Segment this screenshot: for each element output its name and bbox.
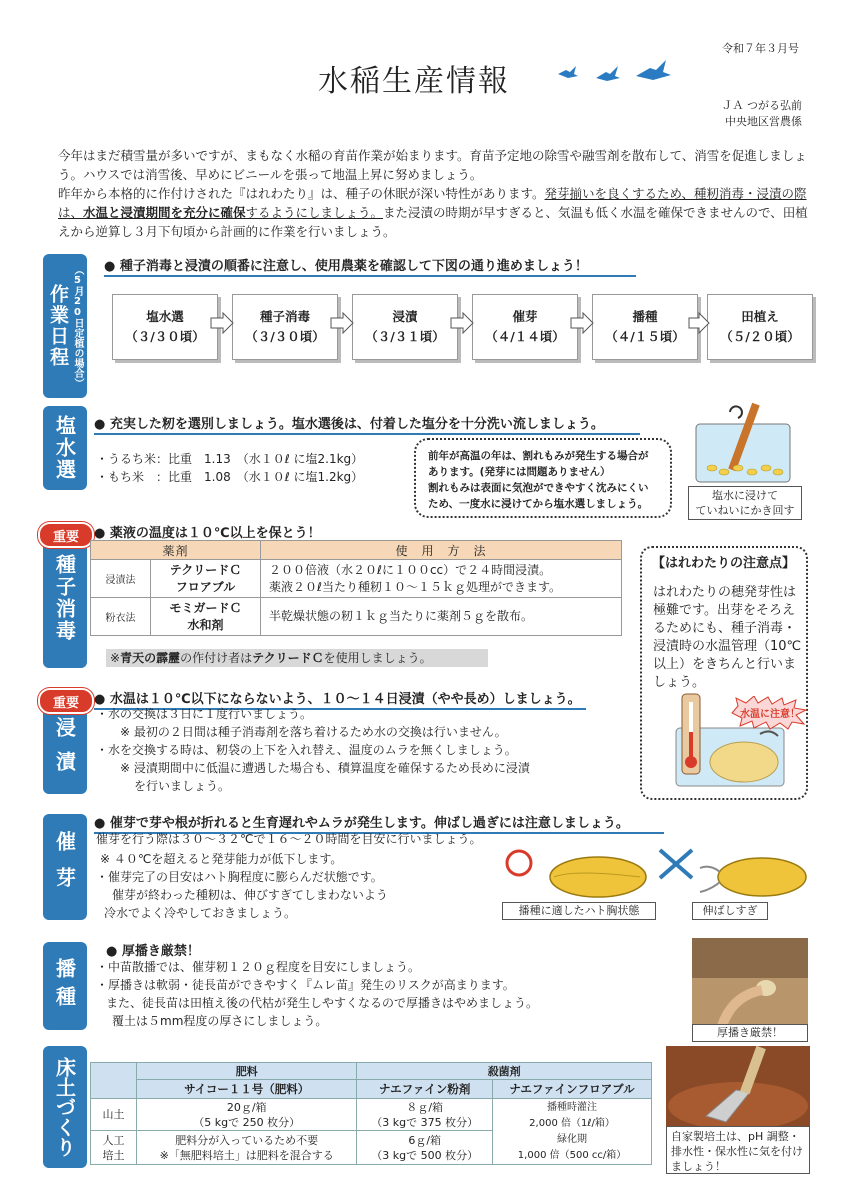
col-method: 使 用 方 法 (261, 541, 622, 560)
table-row: 粉衣法 モミガードＣ 水和剤 半乾燥状態の籾１ｋｇ当たりに薬剤５ｇを散布。 (91, 598, 622, 636)
col-drug: 薬剤 (91, 541, 261, 560)
cracked-rice-note: 前年が高温の年は、割れもみが発生する場合があります。(発芽には問題ありません） 割れもみは表面に気泡ができやすく沈みにくいため、一度水に浸けてから塩水選しましょう。 (414, 438, 672, 518)
flow-step-shinseki: 浸漬 （３/３１頃） (352, 294, 458, 360)
sowing-photo (692, 938, 808, 1026)
flow-arrow-icon (210, 312, 234, 334)
flow-step-saiga: 催芽 （４/１４頃） (472, 294, 578, 360)
schedule-heading: ● 種子消毒と浸漬の順番に注意し、使用農薬を確認して下図の通り進めましょう！ (104, 255, 636, 277)
flow-arrow-icon (450, 312, 474, 334)
hashu-line: 覆土は５mm程度の厚さにしましょう。 (112, 1014, 328, 1028)
bird-illustration-icon (556, 58, 676, 92)
harewatari-text: はれわたりの穂発芽性は極難です。出芽をそろえるためにも、種子消毒・浸漬時の水温管理（10℃以上）をきちんと行いましょう。 (653, 585, 802, 690)
flow-arrow-icon (688, 312, 710, 334)
section-label-tokotsuchi: 床土づくり (43, 1046, 87, 1168)
table-row: 山土 20ｇ/箱 （5 kgで 250 枚分） ８ｇ/箱 （3 kgで 375 枚分） 播種時灌注 2,000 倍（1ℓ/箱） 緑化期 1,000 倍（500 cc/箱） (91, 1099, 652, 1131)
flow-step-hashu: 播種 （４/１５頃） (592, 294, 698, 360)
pigeon-breast-seed-icon (544, 852, 650, 902)
page-title: 水稲生産情報 (318, 64, 510, 99)
saiga-line: 催芽を行う際は３０～３２℃で１６～２０時間を目安に行いましょう。 (96, 832, 482, 846)
important-badge: 重要 (38, 522, 94, 548)
section-label-shinseki: 浸漬 (43, 708, 87, 794)
intro-paragraph-1: 今年はまだ積雪量が多いですが、まもなく水稲の育苗作業が始まります。育苗予定地の除雪や融雪剤を散布して、消雪を促進しましょう。ハウスでは消雪後、早めにビニールを張って地温上昇に努めましょう。 (58, 148, 807, 182)
mochi-gravity: ・もち米 ：比重 1.08 （水１０ℓ に塩1.2kg） (96, 470, 364, 484)
flow-step-taue: 田植え （５/２０頃） (707, 294, 813, 360)
water-temp-warning: 水温に注意！ (740, 709, 800, 720)
org-department: 中央地区営農係 (725, 115, 802, 128)
flow-step-ensuisen: 塩水選 （３/３０頃） (112, 294, 218, 360)
harewatari-title: 【はれわたりの注意点】 (652, 556, 796, 571)
intro-text (58, 146, 808, 241)
thick-sowing-caption: 厚播き厳禁！ (692, 1024, 808, 1042)
good-seed-caption: 播種に適したハト胸状態 (502, 902, 656, 920)
shinseki-line: ・水の交換は３日に１度行いましょう。 (96, 707, 313, 721)
flow-arrow-icon (570, 312, 594, 334)
salt-water-bowl-icon (692, 402, 794, 484)
overgrown-seed-icon (698, 852, 810, 902)
soil-photo (666, 1046, 810, 1128)
shinseki-line: ・水を交換する時は、籾袋の上下を入れ替え、温度のムラを無くしましょう。 (96, 743, 517, 757)
uruchi-gravity: ・うるち米：比重 1.13 （水１０ℓ に塩2.1kg） (96, 452, 364, 466)
shinseki-line: ※ 浸漬期間中に低温に遭遇した場合も、積算温度を確保するため長めに浸漬 (120, 761, 530, 775)
ensuisen-caption: 塩水に浸けて ていねいにかき回す (688, 486, 802, 520)
important-badge: 重要 (38, 688, 94, 714)
overgrown-caption: 伸ばしすぎ (692, 902, 768, 920)
table-row: 浸漬法 テクリードＣ フロアブル ２００倍液（水２０ℓに１００cc）で２４時間浸漬。 薬液２０ℓ当たり種籾１０～１５ｋｇ処理ができます。 (91, 560, 622, 598)
hashu-heading: ● 厚播き厳禁！ (106, 944, 200, 959)
seed-disinfection-table (90, 540, 622, 636)
ensuisen-heading: ● 充実した籾を選別しましょう。塩水選後は、付着した塩分を十分洗い流しましょう。 (94, 413, 640, 435)
soil-caption: 自家製培土は、pH 調整・排水性・保水性に気を付けましょう！ (666, 1126, 810, 1174)
section-label-schedule: 作業日程 （5月20日定植の場合） (43, 254, 87, 398)
section-label-hashu: 播種 (43, 942, 87, 1030)
hashu-line: ・中苗散播では、催芽籾１２０ｇ程度を目安にしましょう。 (96, 960, 421, 974)
org-name: ＪＡ つがる弘前 (721, 99, 802, 112)
saiga-line: ※ ４０℃を超えると発芽能力が低下します。 (100, 852, 343, 866)
saiga-line: 催芽が終わった種籾は、伸びすぎてしまわないよう (112, 888, 388, 902)
shushi-heading: ● 薬液の温度は１０℃以上を保とう！ (94, 522, 334, 544)
hashu-line: また、徒長苗は田植え後の代枯が発生しやすくなるので厚播きはやめましょう。 (106, 996, 539, 1010)
flow-step-shushi: 種子消毒 （３/３０頃） (232, 294, 338, 360)
flow-arrow-icon (330, 312, 354, 334)
wrong-cross-icon (656, 846, 696, 882)
saiga-heading: ● 催芽で芽や根が折れると生育遅れやムラが発生します。伸ばし過ぎには注意しましょう。 (94, 812, 664, 834)
correct-circle-icon (504, 848, 534, 878)
organization (722, 98, 803, 130)
section-label-saiga: 催芽 (43, 814, 87, 920)
issue-date: 令和７年３月号 (722, 42, 799, 55)
table-row: 人工 培土 肥料分が入っているため不要 ※「無肥料培土」は肥料を混合する 6ｇ/箱 （3 kgで 500 枚分） (91, 1131, 652, 1165)
saiga-line: ・催芽完了の目安はハト胸程度に膨らんだ状態です。 (96, 870, 383, 884)
seiten-note: ※青天の霹靂の作付け者はテクリードＣを使用しましょう。 (106, 649, 488, 667)
saiga-line: 冷水でよく冷やしておきましょう。 (104, 906, 297, 920)
shinseki-line: ※ 最初の２日間は種子消毒剤を落ち着けるため水の交換は行いません。 (120, 725, 507, 739)
section-label-ensuisen: 塩水選 (43, 406, 87, 490)
bed-soil-table: 肥料 殺菌剤 サイコー１１号（肥料） ナエファイン粉剤 ナエファインフロアブル 山土 20ｇ/箱 （5 kgで 250 枚分） ８ｇ/箱 （3 kgで 375 枚分） 播種時灌注 2,000 倍（1ℓ/箱） 緑化期 1,000 倍（500 cc/箱） 人工 培土 肥料分が入っているため不要 ※「無肥料培土」は肥料を混合する 6ｇ/箱 （3 kgで 500 枚分） (90, 1062, 652, 1165)
intro-paragraph-2: 昨年から本格的に作付けされた『はれわたり』は、種子の休眠が深い特性があります。発芽揃いを良くするため、種籾消毒・浸漬の際は、水温と浸漬期間を充分に確保するようにしましょう。また浸漬の時期が早すぎると、気温も低く水温を確保できませんので、田植えから逆算し３月下旬頃から計画的に作業を行いましょう。 (58, 186, 808, 239)
section-label-shushi: 種子消毒 (43, 528, 87, 668)
shinseki-line: を行いましょう。 (134, 779, 231, 793)
shinseki-heading: ● 水温は１０℃以下にならないよう、１０～１４日浸漬（やや長め）しましょう。 (94, 688, 586, 710)
hashu-line: ・厚播きは軟弱・徒長苗ができやすく『ムレ苗』発生のリスクが高まります。 (96, 978, 515, 992)
